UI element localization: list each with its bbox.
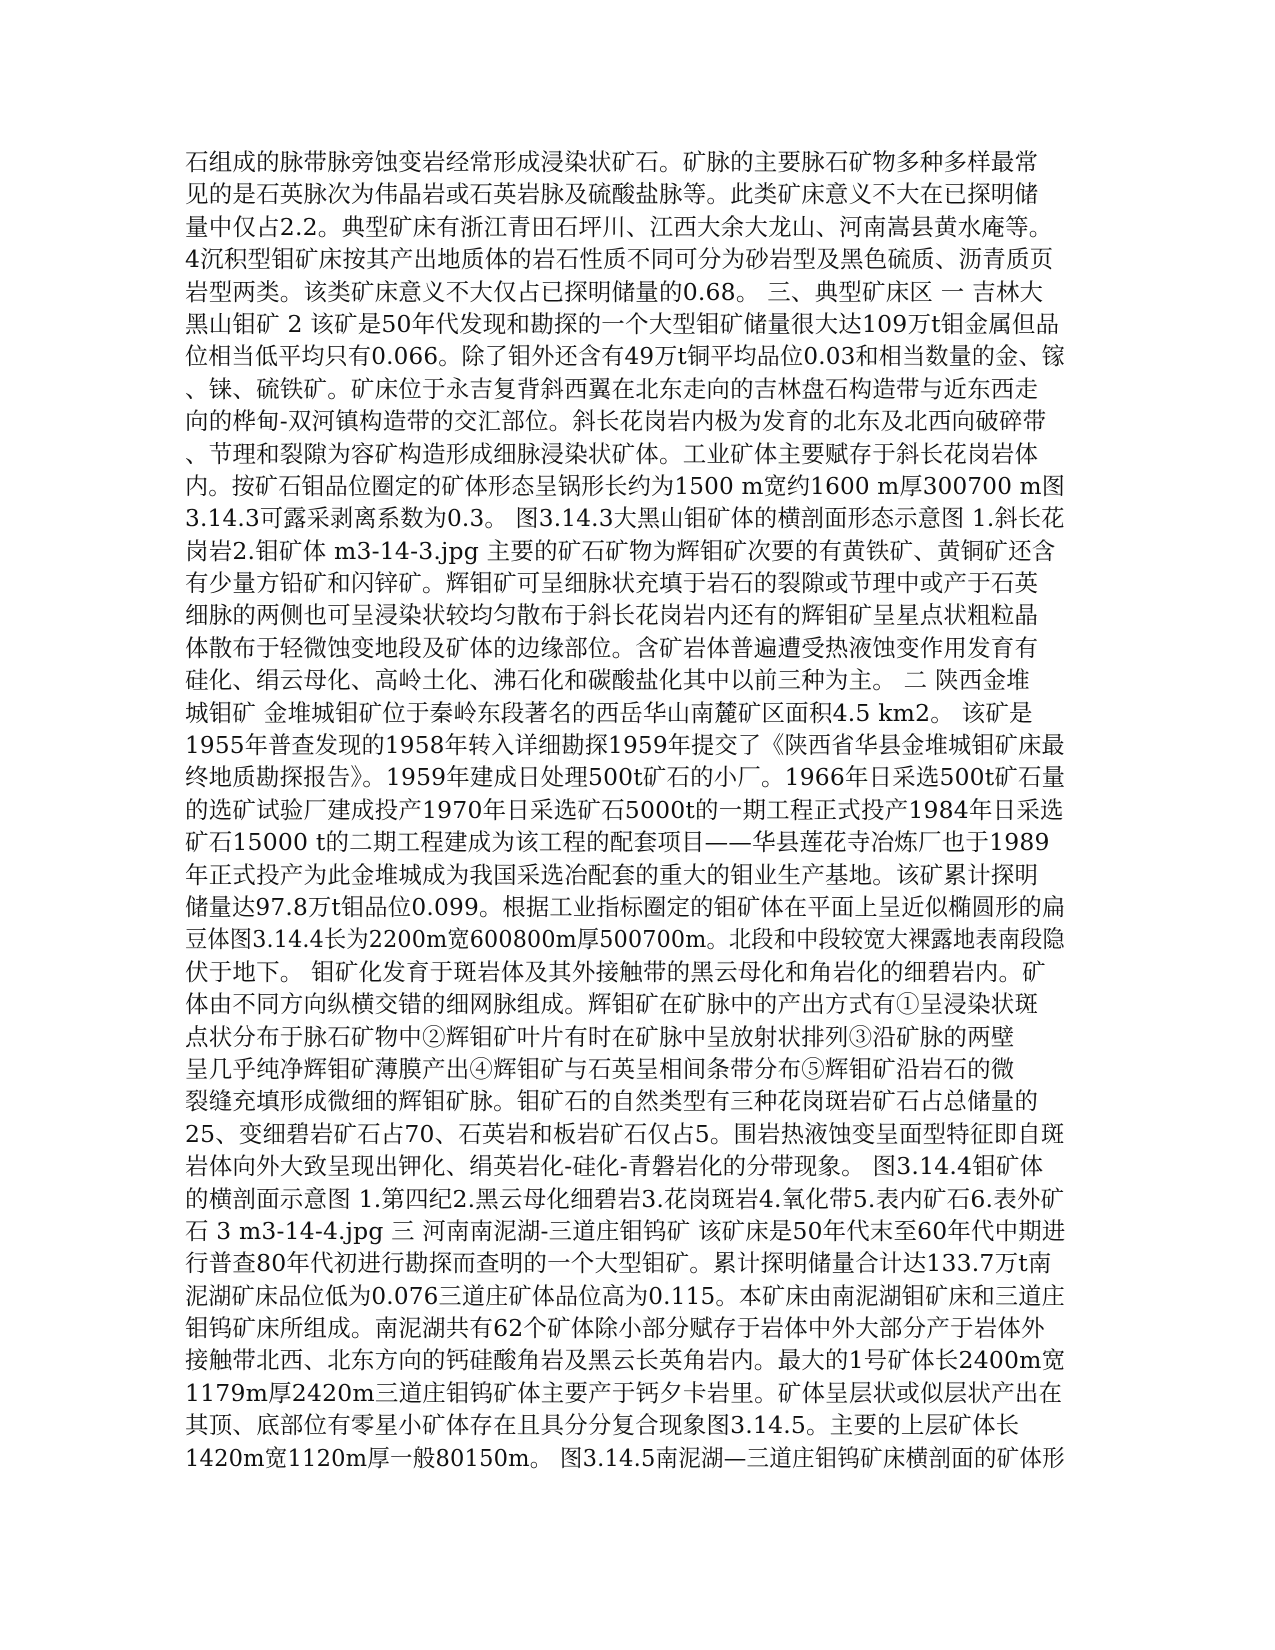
text-line: 岩型两类。该类矿床意义不大仅占已探明储量的0.68。 三、典型矿床区 一 吉林大 <box>185 277 1044 306</box>
text-line: 城钼矿 金堆城钼矿位于秦岭东段著名的西岳华山南麓矿区面积4.5 km2。 该矿是 <box>185 698 1033 727</box>
text-line: 石 3 m3-14-4.jpg 三 河南南泥湖-三道庄钼钨矿 该矿床是50年代末至60年代中期进 <box>185 1216 1066 1245</box>
text-line: 储量达97.8万t钼品位0.099。根据工业指标圈定的钼矿体在平面上呈近似椭圆形的扁 <box>185 892 1066 921</box>
text-line: 1420m宽1120m厚一般80150m。 图3.14.5南泥湖—三道庄钼钨矿床横剖面的矿体形 <box>185 1443 1065 1472</box>
body-text <box>185 146 1065 1474</box>
text-line: 细脉的两侧也可呈浸染状较均匀散布于斜长花岗岩内还有的辉钼矿呈星点状粗粒晶 <box>185 601 1039 630</box>
text-line: 的选矿试验厂建成投产1970年日采选矿石5000t的一期工程正式投产1984年日采选 <box>185 795 1064 824</box>
text-line: 3.14.3可露采剥离系数为0.3。 图3.14.3大黑山钼矿体的横剖面形态示意图 1.斜长花 <box>185 504 1065 533</box>
text-line: 石组成的脉带脉旁蚀变岩经常形成浸染状矿石。矿脉的主要脉石矿物多种多样最常 <box>185 148 1039 176</box>
text-line: 终地质勘探报告》。1959年建成日处理500t矿石的小厂。1966年日采选500t矿石量 <box>185 763 1066 792</box>
text-line: 25、变细碧岩矿石占70、石英岩和板岩矿石仅占5。围岩热液蚀变呈面型特征即自斑 <box>185 1119 1065 1148</box>
text-line: 1955年普查发现的1958年转入详细勘探1959年提交了《陕西省华县金堆城钼矿床最 <box>185 731 1065 760</box>
text-line: 豆体图3.14.4长为2200m宽600800m厚500700m。北段和中段较宽大裸露地表南段隐 <box>185 925 1065 954</box>
text-line: 其顶、底部位有零星小矿体存在且具分分复合现象图3.14.5。主要的上层矿体长 <box>185 1411 1020 1440</box>
text-line: 1179m厚2420m三道庄钼钨矿体主要产于钙夕卡岩里。矿体呈层状或似层状产出在 <box>185 1378 1063 1407</box>
text-line: 位相当低平均只有0.066。除了钼外还含有49万t铜平均品位0.03和相当数量的金、镓 <box>185 342 1066 371</box>
text-line: 接触带北西、北东方向的钙硅酸角岩及黑云长英角岩内。最大的1号矿体长2400m宽 <box>185 1346 1066 1375</box>
text-line: 岩体向外大致呈现出钾化、绢英岩化-硅化-青磐岩化的分带现象。 图3.14.4钼矿体 <box>185 1152 1044 1181</box>
text-line: 点状分布于脉石矿物中②辉钼矿叶片有时在矿脉中呈放射状排列③沿矿脉的两壁 <box>185 1022 1015 1051</box>
text-line: 黑山钼矿 2 该矿是50年代发现和勘探的一个大型钼矿储量很大达109万t钼金属但品 <box>185 309 1060 338</box>
text-line: 呈几乎纯净辉钼矿薄膜产出④辉钼矿与石英呈相间条带分布⑤辉钼矿沿岩石的微 <box>185 1054 1015 1083</box>
text-line: 的横剖面示意图 1.第四纪2.黑云母化细碧岩3.花岗斑岩4.氧化带5.表内矿石6.表外矿 <box>185 1184 1065 1213</box>
text-line: 体由不同方向纵横交错的细网脉组成。辉钼矿在矿脉中的产出方式有①呈浸染状斑 <box>185 990 1039 1019</box>
text-line: 体散布于轻微蚀变地段及矿体的边缘部位。含矿岩体普遍遭受热液蚀变作用发育有 <box>185 633 1039 662</box>
text-line: 裂缝充填形成微细的辉钼矿脉。钼矿石的自然类型有三种花岗斑岩矿石占总储量的 <box>185 1087 1039 1116</box>
text-line: 量中仅占2.2。典型矿床有浙江青田石坪川、江西大余大龙山、河南嵩县黄水庵等。 <box>185 212 1053 241</box>
text-line: 见的是石英脉次为伟晶岩或石英岩脉及硫酸盐脉等。此类矿床意义不大在已探明储 <box>185 180 1039 209</box>
text-line: 有少量方铅矿和闪锌矿。辉钼矿可呈细脉状充填于岩石的裂隙或节理中或产于石英 <box>185 569 1039 598</box>
text-line: 向的桦甸-双河镇构造带的交汇部位。斜长花岗岩内极为发育的北东及北西向破碎带 <box>185 407 1047 436</box>
text-line: 内。按矿石钼品位圈定的矿体形态呈锅形长约为1500 m宽约1600 m厚300700 m图 <box>185 471 1066 500</box>
text-line: 硅化、绢云母化、高岭土化、沸石化和碳酸盐化其中以前三种为主。 二 陕西金堆 <box>185 666 1030 695</box>
text-line: 、铼、硫铁矿。矿床位于永吉复背斜西翼在北东走向的吉林盘石构造带与近东西走 <box>185 374 1039 403</box>
text-line: 矿石15000 t的二期工程建成为该工程的配套项目——华县莲花寺冶炼厂也于1989 <box>185 828 1050 857</box>
text-line: 泥湖矿床品位低为0.076三道庄矿体品位高为0.115。本矿床由南泥湖钼矿床和三道庄 <box>185 1281 1065 1310</box>
text-line: 岗岩2.钼矿体 m3-14-3.jpg 主要的矿石矿物为辉钼矿次要的有黄铁矿、黄铜矿还含 <box>185 536 1056 565</box>
text-line: 4沉积型钼矿床按其产出地质体的岩石性质不同可分为砂岩型及黑色硫质、沥青质页 <box>185 245 1054 274</box>
text-line: 年正式投产为此金堆城成为我国采选冶配套的重大的钼业生产基地。该矿累计探明 <box>185 860 1039 889</box>
text-line: 、节理和裂隙为容矿构造形成细脉浸染状矿体。工业矿体主要赋存于斜长花岗岩体 <box>185 439 1039 468</box>
text-line: 行普查80年代初进行勘探而查明的一个大型钼矿。累计探明储量合计达133.7万t南 <box>185 1249 1052 1278</box>
text-line: 伏于地下。 钼矿化发育于斑岩体及其外接触带的黑云母化和角岩化的细碧岩内。矿 <box>185 957 1046 986</box>
text-line: 钼钨矿床所组成。南泥湖共有62个矿体除小部分赋存于岩体中外大部分产于岩体外 <box>185 1314 1045 1343</box>
